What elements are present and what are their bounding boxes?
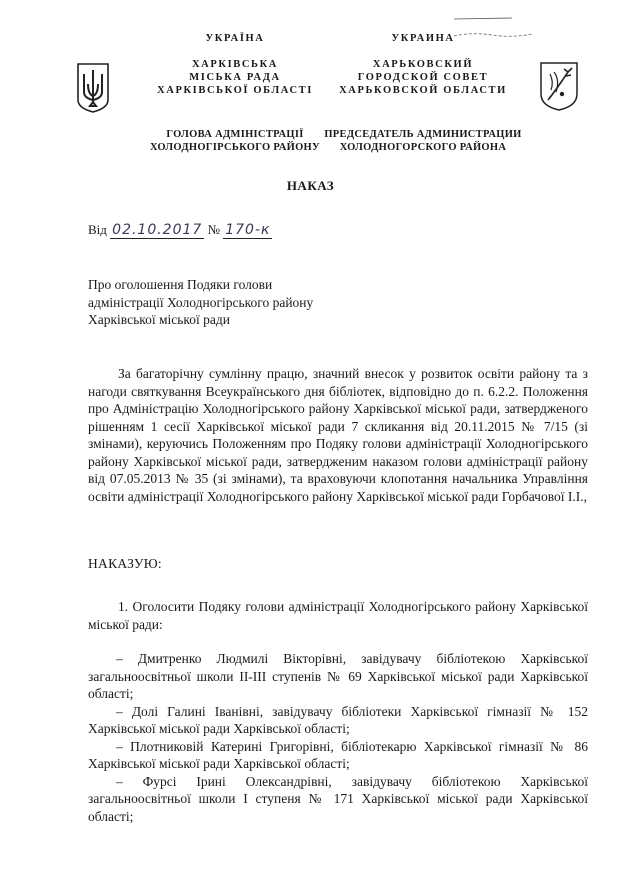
header-right-council-line: ХАРЬКОВСКОЙ ОБЛАСТИ — [339, 85, 507, 96]
header-right-council — [318, 58, 528, 97]
recipient-text: – Фурсі Ірині Олександрівні, завідувачу бібліотекою Харківської загальноосвітньої школи І ступеня № 171 Харківської міської ради Харківської області; — [88, 773, 588, 824]
document-title: НАКАЗ — [286, 178, 335, 193]
recipient-text: – Долі Галині Іванівні, завідувачу бібліотеки Харківської гімназії № 152 Харківської міської ради Харківської області; — [88, 703, 588, 736]
header-right-office-line: ПРЕДСЕДАТЕЛЬ АДМИНИСТРАЦИИ — [324, 129, 522, 140]
subject-line: Харківської міської ради — [88, 312, 231, 327]
number-value: 170-к — [225, 222, 271, 238]
header-left-council-line: МІСЬКА РАДА — [189, 72, 281, 83]
header-left-country: УКРАЇНА — [205, 33, 265, 44]
list-item — [88, 738, 588, 773]
header-right-country: УКРАИНА — [391, 33, 455, 44]
subject-line: Про оголошення Подяки голови — [88, 277, 273, 292]
scan-mark — [452, 14, 514, 24]
header-right-council-line: ХАРЬКОВСКИЙ — [372, 59, 474, 70]
header-left-council-line: ХАРКІВСЬКОЇ ОБЛАСТІ — [157, 85, 313, 96]
ukraine-trident-emblem-icon — [76, 62, 110, 114]
header-left-council — [140, 58, 330, 97]
date-number-line — [88, 222, 272, 238]
header-left-office-line: ГОЛОВА АДМІНІСТРАЦІЇ — [166, 129, 304, 140]
order-word: НАКАЗУЮ: — [88, 556, 162, 571]
header-left-council-line: ХАРКІВСЬКА — [191, 59, 278, 70]
header-right-office — [318, 128, 528, 154]
order-item-1 — [88, 598, 588, 633]
subject-line: адміністрації Холодногірського району — [88, 294, 314, 310]
document-subject — [88, 276, 313, 329]
date-prefix: Від — [88, 222, 107, 237]
list-item — [88, 703, 588, 738]
header-right-office-line: ХОЛОДНОГОРСКОГО РАЙОНА — [339, 142, 507, 153]
recipients-list — [88, 650, 588, 825]
header-right-council-line: ГОРОДСКОЙ СОВЕТ — [357, 72, 489, 83]
recipient-text: – Плотниковій Катерині Григорівні, бібліотекарю Харківської гімназії № 86 Харківської міської ради Харківської області; — [88, 738, 588, 771]
preamble-paragraph — [88, 365, 588, 505]
preamble-text: За багаторічну сумлінну працю, значний внесок у розвиток освіти району та з нагоди святкування Всеукраїнського дня бібліотек, відповідно до п. 6.2.2. Положення про Адміністрацію Холодногірського району Харківської міської ради, затвердженого рішенням 1 сесії Харківської міської ради 7 скликання від 20.11.2015 № 7/15 (зі змінами), керуючись Положенням про Подяку голови адміністрації Холодногірського району Харківської міської ради, затвердженим наказом голови адміністрації району від 07.05.2013 № 35 (зі змінами), та враховуючи клопотання начальника Управління освіти адміністрації Холодногірського району Харківської міської ради Горбачової І.І., — [88, 366, 588, 504]
list-item — [88, 650, 588, 703]
kharkiv-city-emblem-icon — [538, 60, 580, 112]
header-left-office — [140, 128, 330, 154]
order-item-1-text: 1. Оголосити Подяку голови адміністрації Холодногірського району Харківської міської ради: — [88, 599, 588, 632]
date-value: 02.10.2017 — [112, 222, 203, 238]
list-item — [88, 773, 588, 826]
recipient-text: – Дмитренко Людмилі Вікторівні, завідувачу бібліотекою Харківської загальноосвітньої школи ІІ-ІІІ ступенів № 69 Харківської міської ради Харківської області; — [88, 651, 588, 701]
number-prefix: № — [207, 222, 220, 237]
header-left-office-line: ХОЛОДНОГІРСЬКОГО РАЙОНУ — [149, 142, 321, 153]
